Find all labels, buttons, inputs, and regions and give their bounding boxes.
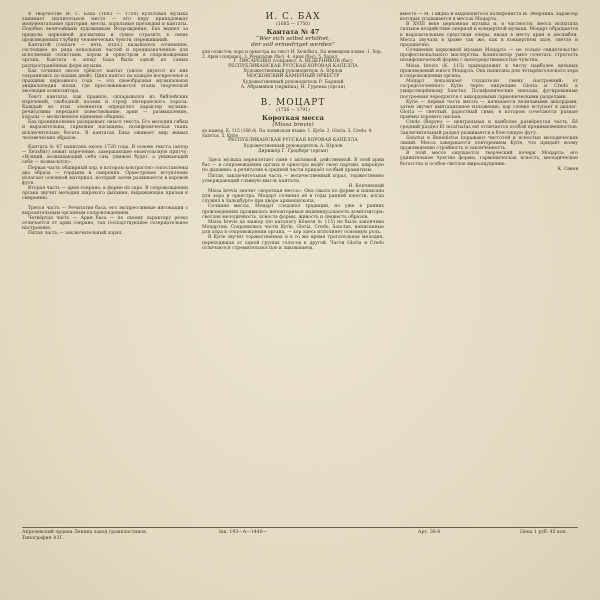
paragraph: Бах сочинил около трёхсот кантат (около двухсот из них сохранились до наших дней). Цикл кантат на каждое воскресенье и праздник церковного года — это своеобразная музыкальная энциклопедия эпохи, где прослеживаются этапы творческой эволюции композитора. xyxy=(22,68,188,95)
composer-name: И. С. БАХ xyxy=(265,12,321,22)
paragraph: Sanctus и Benedictus поражают чистотой и ясностью мелодических линий. Месса завершается повторением Kyrie, что придаёт всему произведению стройность и законченность. xyxy=(400,135,578,152)
orchestra-director: Художественный руководитель Р. Баршай xyxy=(242,79,344,85)
orchestra-name: МОСКОВСКИЙ КАМЕРНЫЙ ОРКЕСТР xyxy=(246,74,340,80)
footer-factory: Апрелевский ордена Ленина завод грампластинок. xyxy=(22,530,148,535)
footer-divider xyxy=(22,527,578,528)
footer-printer: Типография АЗГ. xyxy=(22,536,64,541)
paragraph: Missa brevis (К. 115) принадлежит к числу наиболее цельных произведений юного Моцарта. Она написана для четырёхголосного хора в сопровождении органа. xyxy=(400,63,578,79)
footer-article: Арт. 36-8 xyxy=(418,530,441,535)
left-column xyxy=(22,12,188,522)
footer-imprint xyxy=(22,530,148,542)
choir-director: Художественный руководитель А. Юрлов xyxy=(243,143,343,149)
performers: Г. ПИСАРЕНКО (сопрано), А. ВЕДЕРНИКОВ (бас) xyxy=(233,58,353,64)
work-subtitle: (Missa brevis) xyxy=(272,122,314,129)
composer-dates: (1756 — 1791) xyxy=(276,108,310,114)
paragraph: Здесь музыка переплетает гимн с активной, действенной. В этой арии бас — в сопровождении органа и оркестра ведёт свою партию, широкую по дыханию, а речитатив в средней части придаёт особый драматизм. xyxy=(202,158,384,174)
work-title: Короткая месса xyxy=(262,114,324,123)
paragraph: Missa brevis значит «короткая месса». Она сжата по форме и написана для хора и оркестра. Моцарт сочинил её в годы ранней юности, когда служил в Зальцбурге при дворе архиепископа. xyxy=(202,188,384,205)
composer-name: В. МОЦАРТ xyxy=(260,98,326,109)
paragraph: вместе — М. Гайдна и выдающегося полифониста И. Эберлина, характер которых угадывается в мессах Моцарта. xyxy=(400,12,578,23)
choir-name: РЕСПУБЛИКАНСКАЯ РУССКАЯ ХОРОВАЯ КАПЕЛЛА xyxy=(228,64,358,70)
paragraph: Бах проникновенно раскрывает смысл текста. Его мелодии гибки и выразительны, гармония насыщена, полифоническая ткань исключительно богата. В кантатах Баха оживает мир живых человеческих образов. xyxy=(22,120,188,141)
movements-list: для солистов, хора и оркестра на текст И. Хельбига. На немецком языке. 1. Хор. 2. Ария (сопрано). 3. Речитатив (бас). 4. Ария (бас). 5. Хорал xyxy=(202,48,382,59)
paragraph: В творчестве И. С. Баха (1685 — 1750) культовая музыка занимает значительное место — его перу принадлежат монументальные оратории, мессы, хоральные прелюдии и кантаты. Подобно величайшим художникам Возрождения, Бах вышел за пределы церковной догматики и сумел отразить в своих произведениях глубину человеческих чувств, переживаний. xyxy=(22,12,188,43)
conductor: Дирижёр Г. Гродберг (орган) xyxy=(257,148,328,154)
paragraph: Третья часть — Речитатив баса, его экспрессивные интонации с выразительным органным сопровождением. xyxy=(22,205,188,216)
paragraph: Моцарт показывает слушателю смену настроений: от сосредоточенного Kyrie через ликующие Gloria и Credo к умиротворённому Sanctus. Полифонические эпизоды, фугированные построения чередуются с аккордовыми гармоническими разделами. xyxy=(400,79,578,100)
paragraph: Credo (Верую) — центральная и наиболее развёрнутая часть. Её средний раздел Et incarnatus est отличается особой проникновенностью. Заключительный раздел развивается в блестящую фугу. xyxy=(400,120,578,136)
paragraph: Сочиняя мессы, Моцарт следовал традиции, но уже в ранних произведениях проявилась неповторимая индивидуальность композитора: светлая мелодичность, ясность формы, живость и свежесть образов. xyxy=(202,204,384,220)
work-subtitle: “Wer sich selbst erhöhet, xyxy=(255,36,331,42)
composer-dates: (1685 — 1750) xyxy=(276,22,310,27)
author-signature: Н. Копчевский xyxy=(348,183,384,189)
paragraph: Missa brevis до мажор (по каталогу Кёхеля № 115) не была закончена Моцартом. Сохранились части Kyrie, Gloria, Credo, Sanctus, написанные для хора в сопровождении органа, — хор здесь исполняет основную роль. xyxy=(202,219,384,236)
choir-director: Художественный руководитель А. Юрлов xyxy=(243,69,343,75)
work-title: Кантата № 47 xyxy=(266,28,320,36)
soloists: А. Абрамянов (скрипка), Н. Гуреева (орган) xyxy=(240,84,346,90)
middle-column xyxy=(202,12,384,522)
work-subtitle: der soll erniedriget werden” xyxy=(251,42,335,49)
footer-order-number: Зак. 193—А—1440— xyxy=(218,530,268,535)
paragraph: Kyrie — первая часть мессы — начинается величавыми аккордами; затем звучит имитационное изложение, хор словно вступает в диалог. Gloria — светлый, радостный гимн, в котором сочетаются разные приёмы хорового письма. xyxy=(400,99,578,121)
paragraph: В этой мессе ощущается творческий почерк Моцарта: его удивительное чувство формы, гармоническая ясность, мелодическое богатство и особое светлое мироощущение. xyxy=(400,151,578,167)
paragraph: Кантата № 47 написана около 1720 года. В основе текста (автор — Хельбиг) лежит изречение, завершающее евангельскую притчу: «Всякий, возвышающий себя сам, унижен будет, а унижающий себя — возвысится». xyxy=(22,144,188,166)
paragraph: Вторая часть — ария сопрано, в форме da capo. В сопровождении органа звучит мелодия широкого дыхания, выражающая призыв к смирению. xyxy=(22,186,188,202)
paragraph: Сочинения церковной музыки Моцарта — не только свидетельство профессионального мастерства. Композитор умел сочетать строгость полифонической формы с непосредственностью чувства. xyxy=(400,48,578,64)
paragraph: Четвёртая часть — Ария баса — по своему характеру резко отличается от арии сопрано, тая господствующее созерцательное настроение. xyxy=(22,215,188,232)
paragraph: В Kyrie звучит торжественная и в то же время трогательная мелодия, переходящая от одной группы голосов к другой. Части Gloria и Credo отличаются стремительностью и ликованием. xyxy=(202,235,384,251)
paragraph: Пятая, заключительная часть — величественный хорал, торжественно утверждающий главную мысль кантаты. xyxy=(202,173,384,184)
paragraph: Кантатой (cantare — петь, итал.) называлось сочинение, состоящее из ряда вокальных частей и предназначенное для исполнения солистами, хором и оркестром в сопровождении органа. Кантата в эпоху Баха была одной из самых распространённых форм музыки. xyxy=(22,42,188,69)
right-column xyxy=(400,12,578,522)
author-signature: К. Свиев xyxy=(557,166,578,172)
paragraph: Пятая часть — заключительный хорал. xyxy=(28,231,123,237)
paragraph: Первая часть обширный хор, в котором контрастно сопоставлены два образа — гордыни и смирения. Оркестровое вступление излагает основной материал, который затем развивается в хоровой фуге. xyxy=(22,165,188,186)
paragraph: Текст кантаты, как правило, складывался из библейских изречений, свободной поэзии и строф лютеранского хорала. Каждый из этих элементов определял характер музыки: речитативы передают повествование, арии — размышление, хоралы — молитвенное единение общины. xyxy=(22,94,188,121)
footer-price: Цена 1 руб. 45 коп. xyxy=(520,530,568,535)
paragraph: В XVIII веке церковная музыка и, в частности, месса испытала сильное воздействие оперной и концертной музыки. Моцарт обращается к выразительным средствам оперы, вводя в мессу арии и ансамбли. Месса звучала в храме так же, как в концертном зале, светло и празднично. xyxy=(400,22,578,48)
choir-name: РЕСПУБЛИКАНСКАЯ РУССКАЯ ХОРОВАЯ КАПЕЛЛА xyxy=(228,138,358,144)
movements-list: до мажор, К. 115 (166 d). На латинском языке. 1. Kyrie. 2. Gloria. 3. Credo. 4. Sanctus. 5. Kyrie xyxy=(202,128,373,139)
